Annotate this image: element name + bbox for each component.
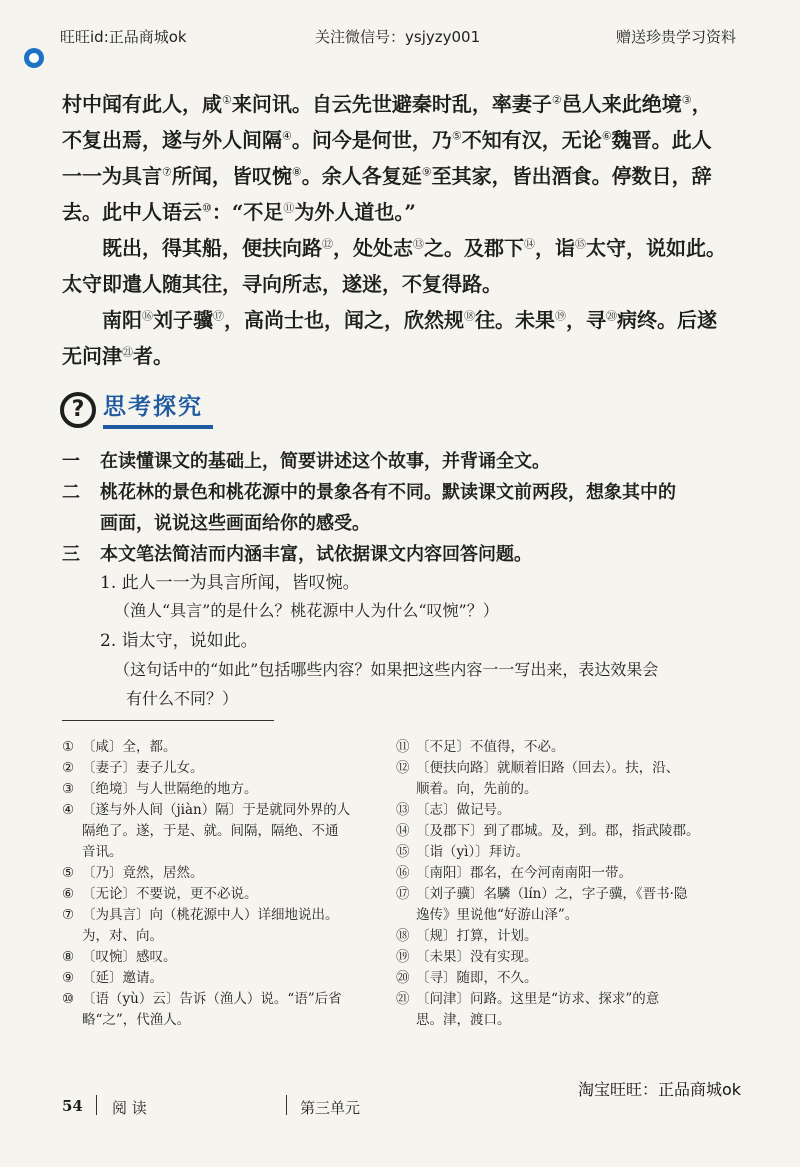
text-line — [62, 122, 732, 158]
subquestion-2-hint: （这句话中的“如此”包括哪些内容？如果把这些内容一一写出来，表达效果会 — [114, 660, 659, 679]
header-left-text: 旺旺id:正品商城ok — [60, 28, 187, 46]
text-segment: 所闻，皆叹惋 — [171, 164, 292, 188]
footnote-number: ⑮ — [396, 844, 410, 860]
footnote-text: 〔寻〕随即，不久。 — [416, 970, 538, 986]
text-line — [62, 266, 732, 302]
text-segment: 村中闻有此人，咸 — [62, 92, 222, 116]
footnote-marker: ⑨ — [421, 165, 432, 179]
text-segment: ，寻 — [566, 308, 606, 332]
footnote-number: ⑦ — [62, 907, 75, 923]
footnote-number: ③ — [62, 781, 75, 797]
footnote-marker: ⑮ — [575, 237, 586, 251]
text-segment: 既出，得其船，便扶向路 — [102, 236, 322, 260]
footnote-text: 〔刘子骥〕名驎（lín）之，字子骥，《晋书·隐 — [416, 886, 688, 902]
question-2-cont: 画面，说说这些画面给你的感受。 — [100, 513, 370, 534]
footnote-number: ② — [62, 760, 75, 776]
footnote-marker: ⑲ — [555, 309, 566, 323]
footnote-number: ⑧ — [62, 949, 75, 965]
subquestion-1-hint: （渔人“具言”的是什么？桃花源中人为什么“叹惋”？） — [114, 601, 499, 620]
footnote-marker: ⑳ — [606, 309, 617, 323]
footnote-text: 〔问津〕问路。这里是“访求、探求”的意 — [416, 991, 660, 1007]
text-segment: ，高尚士也，闻之，欣然规 — [224, 308, 464, 332]
footnote-marker: ② — [551, 93, 562, 107]
text-segment: 刘子骥 — [153, 308, 213, 332]
footnote-text: 〔无论〕不要说，更不必说。 — [82, 886, 258, 902]
footnote-marker: ⑱ — [464, 309, 475, 323]
footnote-number: ⑤ — [62, 865, 75, 881]
footnote-number: ⑳ — [396, 970, 410, 986]
footer-divider — [96, 1095, 97, 1115]
subquestion-2-hint-cont: 有什么不同？） — [126, 689, 239, 708]
text-segment: 太守即遣人随其往，寻向所志，遂迷，不复得路。 — [62, 272, 502, 296]
footnote-text: 〔规〕打算，计划。 — [416, 928, 538, 944]
header-right-text: 赠送珍贵学习资料 — [616, 28, 737, 46]
footnote-text: 〔诣（yì）〕拜访。 — [416, 844, 530, 860]
text-segment: 往。未果 — [475, 308, 555, 332]
footnote-text: 〔及郡下〕到了郡城。及，到。郡，指武陵郡。 — [416, 823, 700, 839]
text-segment: ：“不足 — [211, 200, 284, 224]
footnote-text: 顺着。向，先前的。 — [416, 781, 538, 797]
footnote-marker: ⑧ — [291, 165, 302, 179]
footnote-number: ⑰ — [396, 886, 410, 902]
text-segment: 。余人各复延 — [301, 164, 422, 188]
footnote-text: 〔遂与外人间（jiàn）隔〕于是就同外界的人 — [82, 802, 351, 818]
text-segment: 一一为具言 — [62, 164, 162, 188]
footnote-marker: ⑪ — [283, 201, 295, 215]
text-segment: ，诣 — [535, 236, 575, 260]
footnote-text: 〔便扶向路〕就顺着旧路（回去）。扶，沿、 — [416, 760, 680, 776]
text-segment: 去。此中人语云 — [62, 200, 202, 224]
text-segment: 至其家，皆出酒食。停数日，辞 — [431, 164, 712, 188]
footnote-marker: ④ — [282, 129, 292, 143]
text-segment: 不复出焉，遂与外人间隔 — [62, 128, 282, 152]
footnote-marker: ⑬ — [413, 237, 424, 251]
question-number: 三 — [62, 544, 80, 565]
footnote-text: 音讯。 — [82, 844, 123, 860]
question-text: 桃花林的景色和桃花源中的景象各有不同。默读课文前两段，想象其中的 — [100, 482, 676, 503]
text-segment: 邑人来此绝境 — [561, 92, 682, 116]
footnote-number: ⑱ — [396, 928, 410, 944]
subquestion-2: 2. 诣太守，说如此。 — [100, 631, 258, 651]
footnote-text: 〔志〕做记号。 — [416, 802, 511, 818]
text-segment: 无问津 — [62, 344, 122, 368]
footnote-text: 逸传》里说他“好游山泽”。 — [416, 907, 579, 923]
footnote-number: ⑫ — [396, 760, 410, 776]
subquestion-1: 1. 此人一一为具言所闻，皆叹惋。 — [100, 573, 360, 593]
footnote-number: ⑬ — [396, 802, 410, 818]
main-text — [62, 86, 732, 374]
footnote-number: ⑥ — [62, 886, 75, 902]
footnote-marker: ⑫ — [322, 237, 333, 251]
footnote-number: ⑨ — [62, 970, 75, 986]
footnote-marker: ⑩ — [202, 201, 212, 215]
footnote-text: 〔叹惋〕感叹。 — [82, 949, 177, 965]
footnote-text: 〔妻子〕妻子儿女。 — [82, 760, 204, 776]
footnote-number: ⑲ — [396, 949, 410, 965]
footnote-number: ⑭ — [396, 823, 410, 839]
footnote-text: 〔未果〕没有实现。 — [416, 949, 538, 965]
footnote-text: 〔乃〕竟然，居然。 — [82, 865, 204, 881]
footnote-marker: ⑯ — [142, 309, 153, 323]
footnote-number: ⑪ — [396, 739, 410, 755]
text-segment: 者。 — [133, 344, 173, 368]
question-number: 一 — [62, 451, 80, 472]
text-segment: 不知有汉，无论 — [461, 128, 602, 152]
footnote-text: 〔不足〕不值得，不必。 — [416, 739, 565, 755]
text-segment: 。问今是何世，乃 — [291, 128, 452, 152]
smiley-logo-icon — [24, 48, 44, 68]
question-text: 在读懂课文的基础上，简要讲述这个故事，并背诵全文。 — [100, 451, 550, 472]
question-text: 本文笔法简洁而内涵丰富，试依据课文内容回答问题。 — [100, 544, 532, 565]
text-segment: 为外人道也。” — [294, 200, 416, 224]
shop-ad-text: 淘宝旺旺：正品商城ok — [578, 1080, 742, 1099]
footnote-number: ④ — [62, 802, 75, 818]
text-segment: 之。及郡下 — [424, 236, 524, 260]
footnote-text: 〔南阳〕郡名，在今河南南阳一带。 — [416, 865, 632, 881]
text-segment: ， — [691, 92, 712, 116]
footnote-marker: ⑥ — [601, 129, 612, 143]
text-segment: 太守，说如此。 — [586, 236, 726, 260]
section-title: 思考探究 — [103, 393, 203, 420]
text-line — [62, 158, 732, 194]
text-segment: 南阳 — [102, 308, 142, 332]
question-number: 二 — [62, 482, 80, 503]
header-center-text: 关注微信号：ysjyzy001 — [315, 28, 481, 46]
footnote-text: 思。津，渡口。 — [416, 1012, 511, 1028]
footer-divider — [286, 1095, 287, 1115]
footnote-text: 〔延〕邀请。 — [82, 970, 163, 986]
text-segment: 来问讯。自云先世避秦时乱，率妻子 — [231, 92, 552, 116]
text-segment: 魏晋。此人 — [611, 128, 712, 152]
footnote-text: 〔语（yù）云〕告诉（渔人）说。“语”后省 — [82, 991, 342, 1007]
footnote-text: 〔绝境〕与人世隔绝的地方。 — [82, 781, 258, 797]
text-line — [62, 230, 732, 266]
page-number: 54 — [62, 1097, 83, 1115]
footnote-divider — [62, 720, 274, 721]
footnote-marker: ⑰ — [213, 309, 224, 323]
footnote-text: 〔为具言〕向（桃花源中人）详细地说出。 — [82, 907, 339, 923]
footnote-number: ① — [62, 739, 75, 755]
text-line — [62, 194, 732, 230]
footnote-text: 为，对、向。 — [82, 928, 163, 944]
footnote-marker: ㉑ — [122, 345, 133, 359]
footnote-marker: ⑭ — [524, 237, 535, 251]
footnote-number: ⑯ — [396, 865, 410, 881]
text-segment: 病终。后遂 — [617, 308, 717, 332]
footnote-marker: ③ — [681, 93, 692, 107]
text-line — [62, 86, 732, 122]
footnote-marker: ⑤ — [451, 129, 462, 143]
title-underline — [103, 425, 213, 429]
footer-unit: 第三单元 — [300, 1099, 361, 1117]
text-line — [62, 338, 732, 374]
footer-section: 阅 读 — [112, 1099, 147, 1117]
text-line — [62, 302, 732, 338]
footnote-text: 〔咸〕全，都。 — [82, 739, 177, 755]
footnote-marker: ⑦ — [162, 165, 172, 179]
question-mark-icon: ? — [60, 392, 96, 428]
footnote-marker: ① — [222, 93, 232, 107]
footnote-text: 略“之”，代渔人。 — [82, 1012, 191, 1028]
footnote-number: ⑩ — [62, 991, 75, 1007]
footnote-number: ㉑ — [396, 991, 410, 1007]
text-segment: ，处处志 — [333, 236, 413, 260]
footnote-text: 隔绝了。遂，于是、就。间隔，隔绝、不通 — [82, 823, 339, 839]
